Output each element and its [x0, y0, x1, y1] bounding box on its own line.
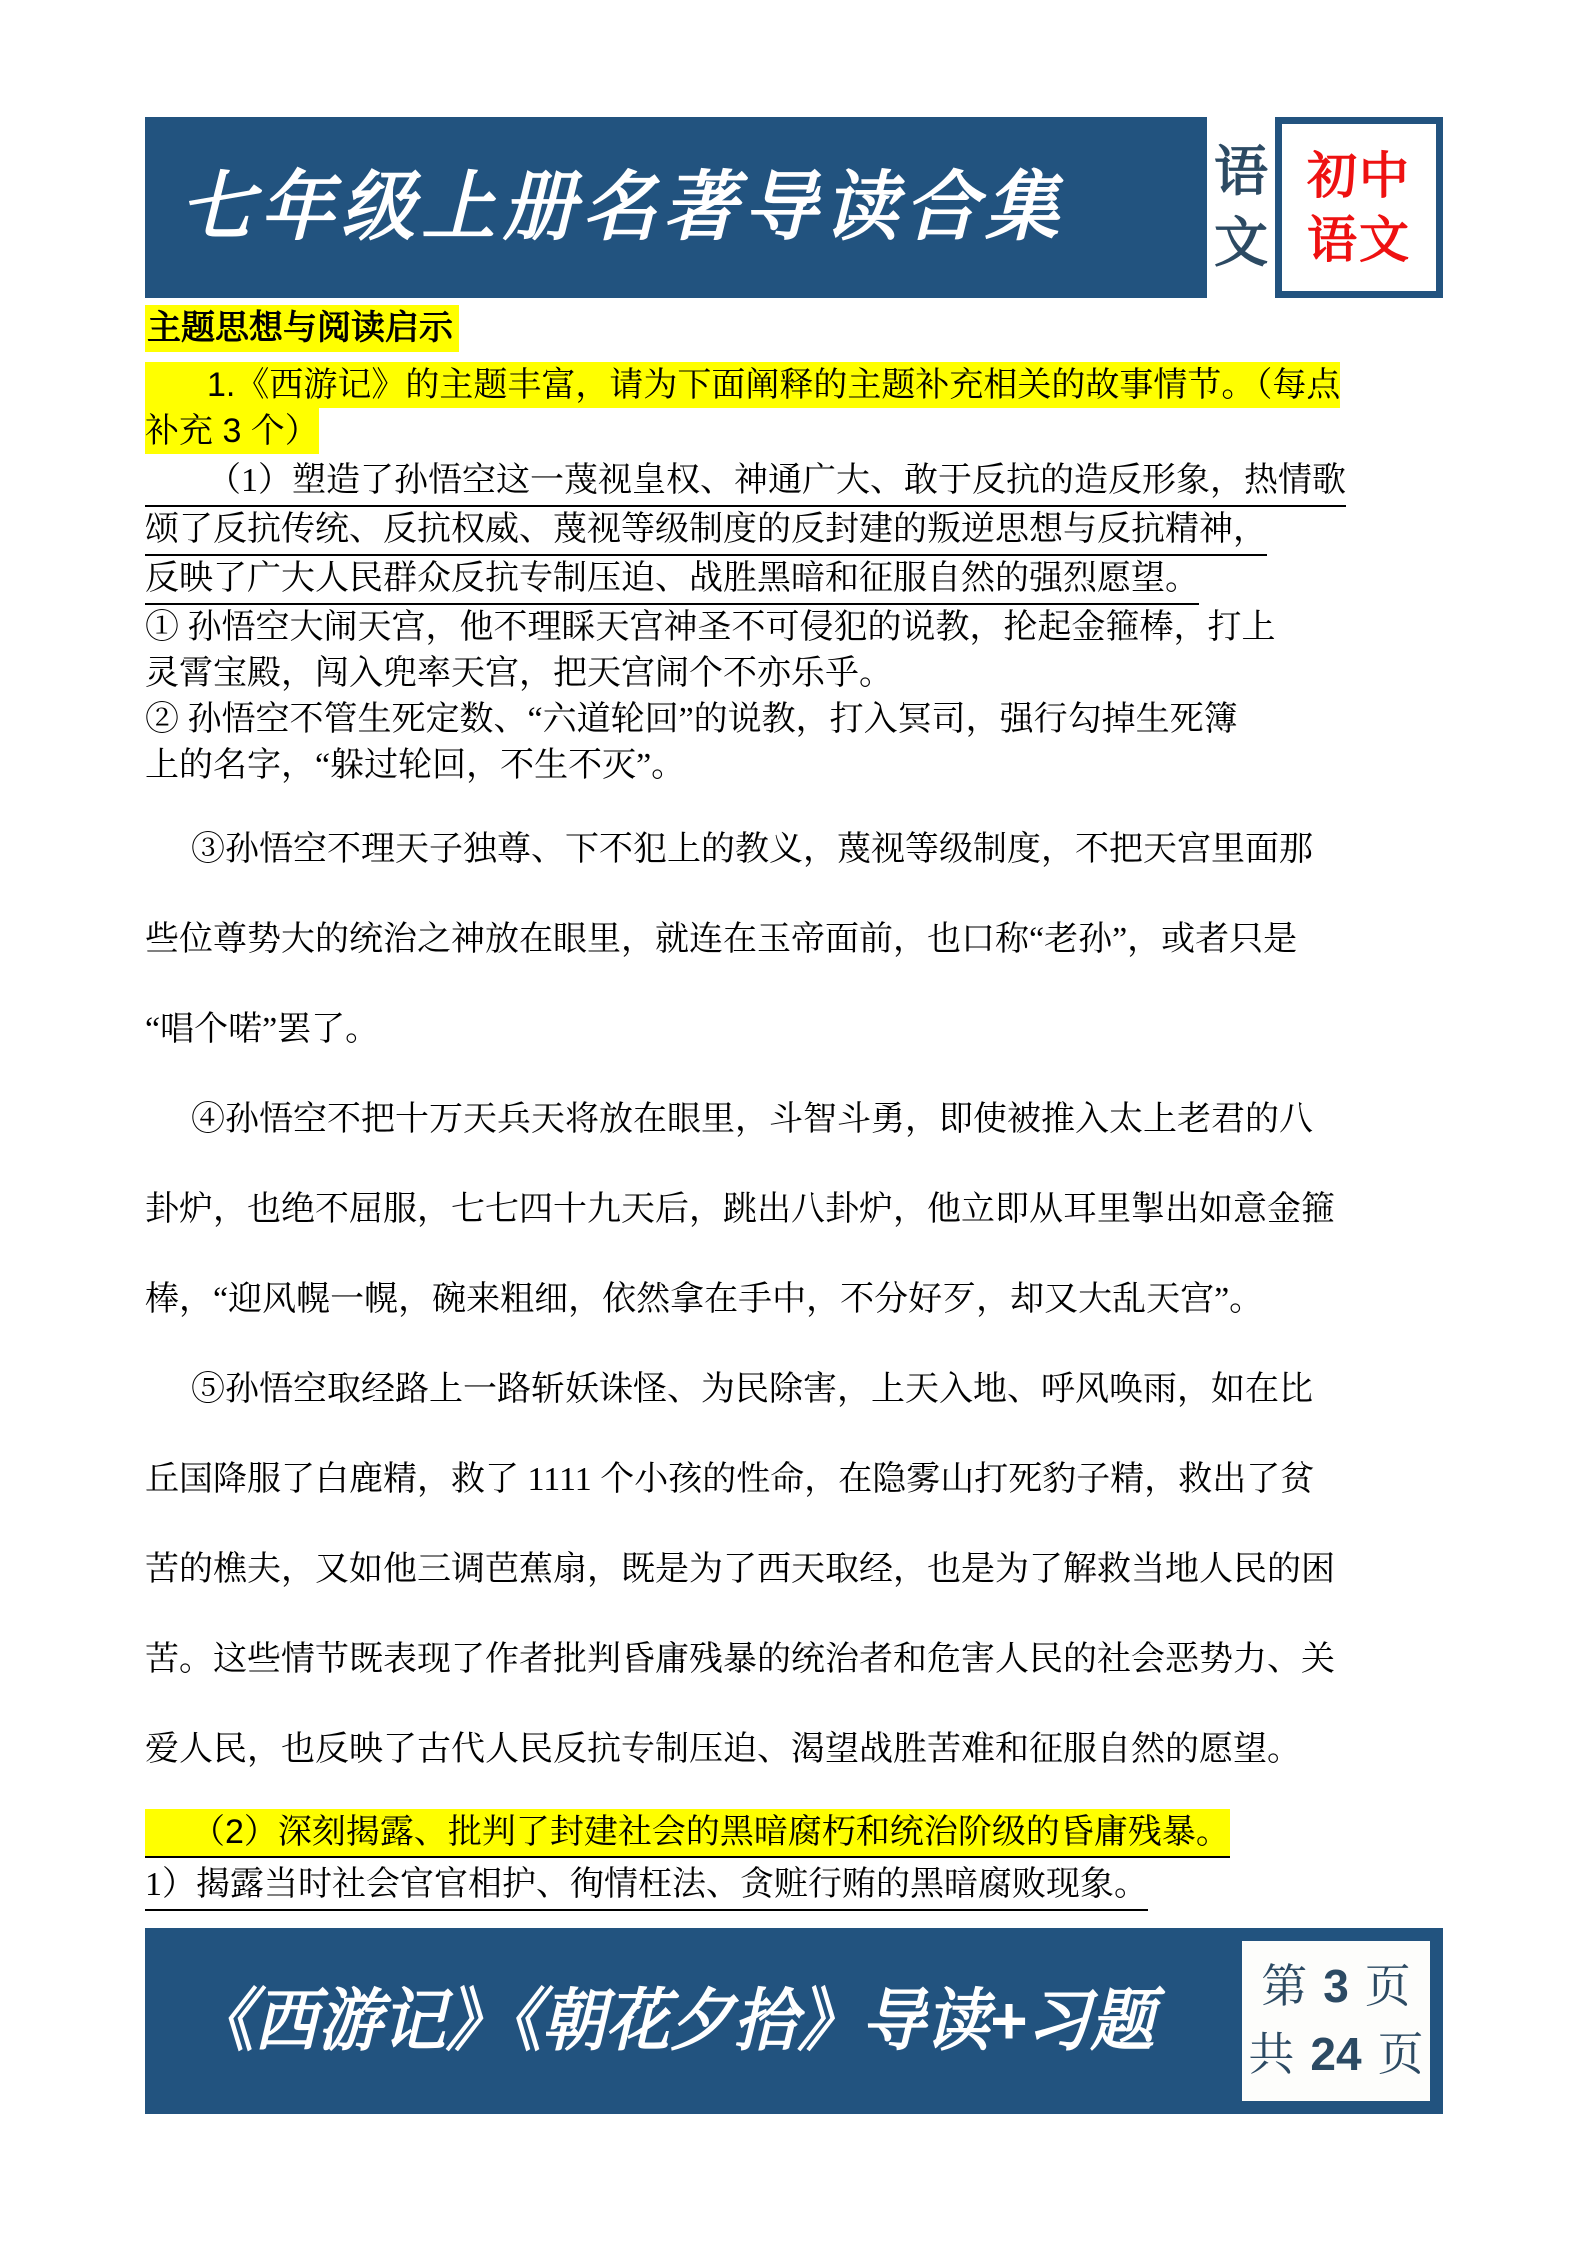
subject-badge-line2: 文 [1214, 213, 1268, 274]
page-number-box [1237, 1936, 1435, 2106]
theme1-item-5-line-4: 苦。这些情节既表现了作者批判昏庸残暴的统治者和危害人民的社会恶势力、关 [145, 1640, 1335, 1678]
theme1-item-4-line-3: 棒，“迎风幌一幌，碗来粗细，依然拿在手中，不分好歹，却又大乱天宫”。 [145, 1280, 1264, 1318]
theme1-item-1 [145, 605, 1455, 697]
theme1-heading [145, 458, 1455, 605]
total-page-row [1248, 2021, 1423, 2089]
theme1-item-2-line-1: ② 孙悟空不管生死定数、“六道轮回”的说教，打入冥司，强行勾掉生死簿 [145, 700, 1238, 738]
theme2-sub-1-text: 1）揭露当时社会官官相护、徇情枉法、贪赃行贿的黑暗腐败现象。 [145, 1862, 1148, 1911]
theme1-item-4 [145, 1075, 1455, 1345]
current-page-row [1261, 1953, 1411, 2021]
question-line-1: 1.《西游记》的主题丰富，请为下面阐释的主题补充相关的故事情节。（每点 [145, 362, 1340, 408]
level-badge-line2: 语文 [1307, 211, 1411, 268]
theme1-heading-line-2: 颂了反抗传统、反抗权威、蔑视等级制度的反封建的叛逆思想与反抗精神， [145, 507, 1267, 556]
theme2-heading [145, 1809, 1455, 1858]
theme1-heading-line-3: 反映了广大人民群众反抗专制压迫、战胜黑暗和征服自然的强烈愿望。 [145, 556, 1199, 605]
footer-title: 《西游记》《朝花夕拾》导读+习题 [190, 1983, 1155, 2059]
theme2-heading-text: （2）深刻揭露、批判了封建社会的黑暗腐朽和统治阶级的昏庸残暴。 [145, 1809, 1230, 1858]
theme1-item-4-line-2: 卦炉，也绝不屈服，七七四十九天后，跳出八卦炉，他立即从耳里掣出如意金箍 [145, 1190, 1335, 1228]
page-title: 七年级上册名著导读合集 [179, 164, 1066, 250]
theme1-item-2-line-2: 上的名字，“躲过轮回，不生不灭”。 [145, 746, 686, 784]
theme1-item-4-line-1: ④孙悟空不把十万天兵天将放在眼里，斗智斗勇，即使被推入太上老君的八 [191, 1100, 1313, 1138]
section-heading-text: 主题思想与阅读启示 [145, 305, 459, 352]
page-footer-banner [145, 1928, 1443, 2114]
footer-title-bar [145, 1928, 1237, 2114]
theme1-item-5-line-2: 丘国降服了白鹿精，救了 1111 个小孩的性命，在隐雾山打死豹子精，救出了贫 [145, 1460, 1315, 1498]
level-badge [1275, 117, 1443, 298]
subject-badge [1207, 127, 1275, 288]
question-block [145, 362, 1455, 454]
theme1-item-1-line-2: 灵霄宝殿，闯入兜率天宫，把天宫闹个不亦乐乎。 [145, 654, 893, 692]
header-title-bar [145, 117, 1207, 298]
theme1-item-3 [145, 805, 1455, 1075]
page-label: 第 [1261, 1961, 1308, 2013]
page-unit: 页 [1364, 1961, 1411, 2013]
theme1-item-3-line-2: 些位尊势大的统治之神放在眼里，就连在玉帝面前，也口称“老孙”，或者只是 [145, 920, 1298, 958]
theme1-item-5-line-1: ⑤孙悟空取经路上一路斩妖诛怪、为民除害，上天入地、呼风唤雨，如在比 [191, 1370, 1313, 1408]
level-badge-line1: 初中 [1307, 147, 1411, 204]
theme1-item-5 [145, 1345, 1455, 1795]
document-content [145, 305, 1455, 1983]
theme1-item-5-line-5: 爱人民，也反映了古代人民反抗专制压迫、渴望战胜苦难和征服自然的愿望。 [145, 1730, 1301, 1768]
total-unit: 页 [1377, 2029, 1424, 2080]
subject-badge-line1: 语 [1214, 141, 1268, 202]
total-label: 共 [1248, 2029, 1295, 2080]
total-number: 24 [1310, 2028, 1362, 2080]
page-number: 3 [1323, 1960, 1349, 2013]
theme2-sub-1 [145, 1862, 1455, 1911]
theme1-heading-line-1: （1）塑造了孙悟空这一蔑视皇权、神通广大、敢于反抗的造反形象，热情歌 [145, 458, 1346, 507]
section-heading [145, 305, 1455, 352]
theme1-item-3-line-3: “唱个喏”罢了。 [145, 1010, 380, 1048]
theme1-item-3-line-1: ③孙悟空不理天子独尊、下不犯上的教义，蔑视等级制度，不把天宫里面那 [191, 830, 1313, 868]
page-header-banner [145, 117, 1443, 298]
question-line-2: 补充 3 个） [145, 408, 319, 454]
theme1-item-1-line-1: ① 孙悟空大闹天宫，他不理睬天宫神圣不可侵犯的说教，抡起金箍棒，打上 [145, 608, 1276, 646]
theme1-item-2 [145, 697, 1455, 789]
theme1-item-5-line-3: 苦的樵夫，又如他三调芭蕉扇，既是为了西天取经，也是为了解救当地人民的困 [145, 1550, 1335, 1588]
